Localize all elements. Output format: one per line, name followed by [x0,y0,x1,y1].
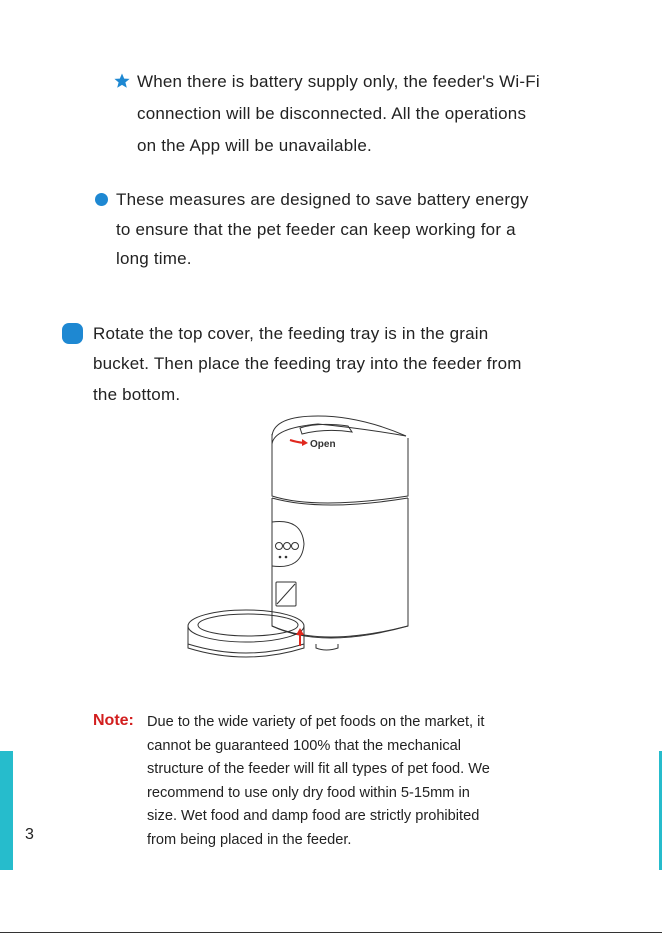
step-line-1: Rotate the top cover, the feeding tray is in the grain [93,324,489,343]
note-line-4: recommend to use only dry food within 5-15mm in [147,784,470,801]
insert-arrow-icon [296,628,304,646]
star-icon [114,73,130,89]
star-note-line-2: connection will be disconnected. All the operations [137,104,527,123]
note-label: Note: [93,712,134,729]
note-line-3: structure of the feeder will fit all types of pet food. We [147,761,490,777]
page-number: 3 [25,826,34,843]
side-bar-left [0,751,13,870]
star-note-line-3: on the App will be unavailable. [137,136,372,155]
note-line-5: size. Wet food and damp food are strictly prohibited [147,808,480,824]
bullet-note-line-1: These measures are designed to save battery energy [116,190,529,209]
step-badge-icon [62,323,83,344]
step-line-2: bucket. Then place the feeding tray into the feeder from [93,354,522,373]
bullet-note-line-3: long time. [116,249,192,268]
open-label: Open [310,439,336,450]
note-line-6: from being placed in the feeder. [147,831,352,848]
step-line-3: the bottom. [93,385,181,404]
bullet-dot-icon [95,193,108,206]
note-line-1: Due to the wide variety of pet foods on the market, it [147,714,485,730]
pet-feeder-illustration [182,412,414,664]
bullet-note-line-2: to ensure that the pet feeder can keep working for a [116,220,516,239]
open-arrow-icon [290,439,308,446]
note-line-2: cannot be guaranteed 100% that the mechanical [147,737,461,754]
star-note-line-1: When there is battery supply only, the feeder's Wi-Fi [137,72,540,91]
note-text [147,711,490,852]
